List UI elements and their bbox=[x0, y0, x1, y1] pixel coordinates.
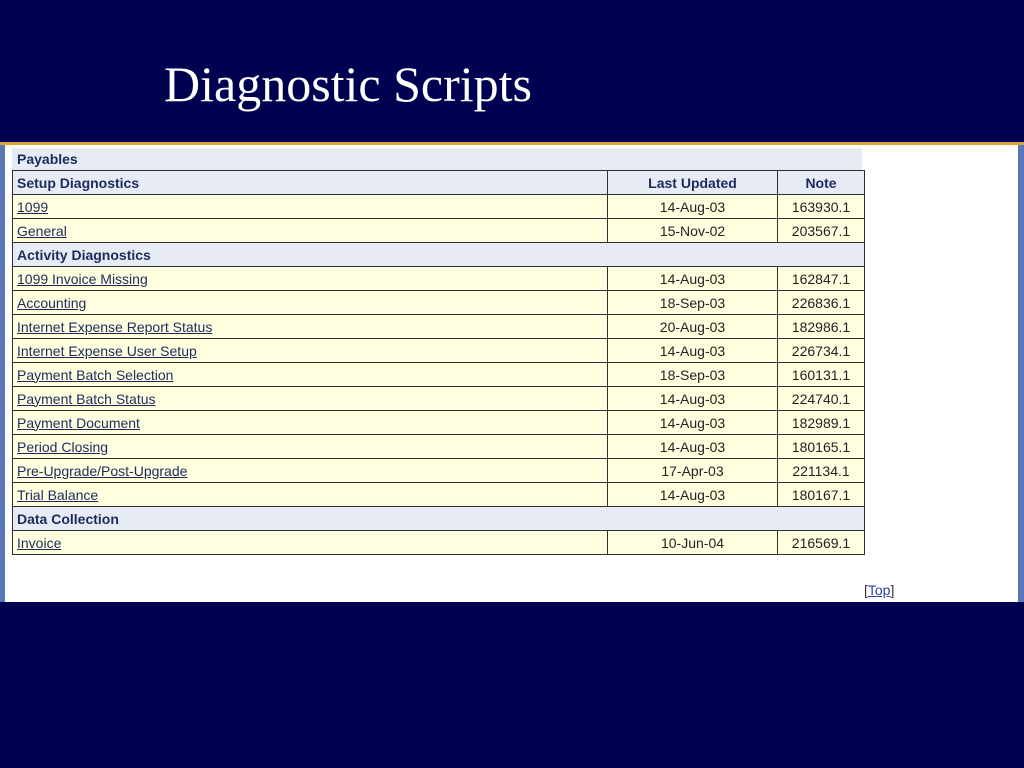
note-cell: 226836.1 bbox=[778, 291, 865, 315]
table-row bbox=[13, 219, 865, 243]
last-updated-cell: 14-Aug-03 bbox=[608, 435, 778, 459]
last-updated-cell: 18-Sep-03 bbox=[608, 291, 778, 315]
table-row bbox=[13, 387, 865, 411]
script-link-pre-upgrade-post-upgrade[interactable]: Pre-Upgrade/Post-Upgrade bbox=[17, 462, 188, 479]
note-cell: 182989.1 bbox=[778, 411, 865, 435]
right-frame-border bbox=[1018, 145, 1024, 602]
script-link-accounting[interactable]: Accounting bbox=[17, 294, 87, 311]
table-row bbox=[13, 531, 865, 555]
table-row bbox=[13, 315, 865, 339]
table-row bbox=[13, 435, 865, 459]
last-updated-cell: 14-Aug-03 bbox=[608, 267, 778, 291]
note-cell: 162847.1 bbox=[778, 267, 865, 291]
script-name-cell bbox=[13, 339, 608, 363]
last-updated-cell: 10-Jun-04 bbox=[608, 531, 778, 555]
last-updated-cell: 14-Aug-03 bbox=[608, 483, 778, 507]
payables-diagnostics-panel bbox=[0, 142, 1024, 602]
bracket-open: [ bbox=[864, 582, 868, 598]
top-link[interactable]: Top bbox=[867, 582, 891, 598]
script-link-payment-batch-status[interactable]: Payment Batch Status bbox=[17, 390, 156, 407]
script-name-cell bbox=[13, 387, 608, 411]
script-name-cell bbox=[13, 459, 608, 483]
slide-title: Diagnostic Scripts bbox=[164, 56, 533, 112]
script-link-period-closing[interactable]: Period Closing bbox=[17, 438, 109, 455]
group-row bbox=[13, 243, 865, 267]
header-last-updated: Last Updated bbox=[608, 171, 778, 195]
script-link-payment-batch-selection[interactable]: Payment Batch Selection bbox=[17, 366, 174, 383]
script-name-cell bbox=[13, 483, 608, 507]
script-name-cell bbox=[13, 531, 608, 555]
table-row bbox=[13, 339, 865, 363]
note-cell: 180165.1 bbox=[778, 435, 865, 459]
table-header-row bbox=[13, 171, 865, 195]
bracket-close: ] bbox=[890, 582, 895, 598]
script-link-internet-expense-user-setup[interactable]: Internet Expense User Setup bbox=[17, 342, 197, 359]
note-cell: 224740.1 bbox=[778, 387, 865, 411]
script-link-trial-balance[interactable]: Trial Balance bbox=[17, 486, 99, 503]
last-updated-cell: 15-Nov-02 bbox=[608, 219, 778, 243]
last-updated-cell: 14-Aug-03 bbox=[608, 195, 778, 219]
script-link-1099-invoice-missing[interactable]: 1099 Invoice Missing bbox=[17, 270, 148, 287]
note-cell: 226734.1 bbox=[778, 339, 865, 363]
script-name-cell bbox=[13, 435, 608, 459]
script-link-1099[interactable]: 1099 bbox=[17, 198, 49, 215]
note-cell: 163930.1 bbox=[778, 195, 865, 219]
note-cell: 182986.1 bbox=[778, 315, 865, 339]
script-name-cell bbox=[13, 219, 608, 243]
table-row bbox=[13, 483, 865, 507]
note-cell: 160131.1 bbox=[778, 363, 865, 387]
script-link-general[interactable]: General bbox=[17, 222, 67, 239]
script-name-cell bbox=[13, 291, 608, 315]
table-row bbox=[13, 291, 865, 315]
script-name-cell bbox=[13, 195, 608, 219]
top-link-wrapper bbox=[864, 582, 894, 598]
last-updated-cell: 14-Aug-03 bbox=[608, 387, 778, 411]
last-updated-cell: 14-Aug-03 bbox=[608, 339, 778, 363]
table-row bbox=[13, 411, 865, 435]
script-name-cell bbox=[13, 315, 608, 339]
table-row bbox=[13, 459, 865, 483]
script-name-cell bbox=[13, 267, 608, 291]
last-updated-cell: 17-Apr-03 bbox=[608, 459, 778, 483]
last-updated-cell: 18-Sep-03 bbox=[608, 363, 778, 387]
group-heading-data-collection: Data Collection bbox=[13, 507, 865, 531]
group-row bbox=[13, 507, 865, 531]
script-link-invoice[interactable]: Invoice bbox=[17, 534, 62, 551]
note-cell: 180167.1 bbox=[778, 483, 865, 507]
note-cell: 216569.1 bbox=[778, 531, 865, 555]
last-updated-cell: 20-Aug-03 bbox=[608, 315, 778, 339]
script-name-cell bbox=[13, 363, 608, 387]
note-cell: 203567.1 bbox=[778, 219, 865, 243]
last-updated-cell: 14-Aug-03 bbox=[608, 411, 778, 435]
group-heading-activity-diagnostics: Activity Diagnostics bbox=[13, 243, 865, 267]
note-cell: 221134.1 bbox=[778, 459, 865, 483]
table-row bbox=[13, 363, 865, 387]
header-setup-diagnostics: Setup Diagnostics bbox=[13, 171, 608, 195]
diagnostics-table bbox=[12, 170, 865, 555]
script-name-cell bbox=[13, 411, 608, 435]
header-note: Note bbox=[778, 171, 865, 195]
script-link-internet-expense-report-status[interactable]: Internet Expense Report Status bbox=[17, 318, 213, 335]
section-title: Payables bbox=[12, 148, 862, 170]
script-link-payment-document[interactable]: Payment Document bbox=[17, 414, 140, 431]
table-row bbox=[13, 195, 865, 219]
table-row bbox=[13, 267, 865, 291]
left-frame-border bbox=[0, 145, 5, 602]
